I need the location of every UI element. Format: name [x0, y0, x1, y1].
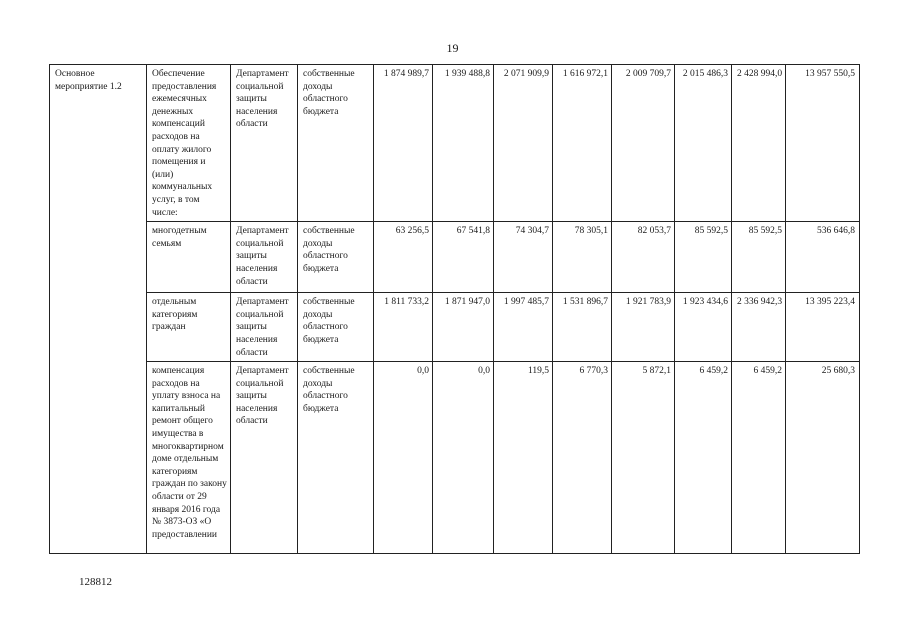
- value-cell: 78 305,1: [553, 222, 612, 293]
- funding-source-cell: собственные доходы областного бюджета: [298, 293, 374, 362]
- table-row: [50, 362, 860, 554]
- table-row: [50, 293, 860, 362]
- value-cell: 6 459,2: [675, 362, 732, 554]
- value-cell: 2 009 709,7: [612, 65, 675, 222]
- activity-name-cell: многодетным семьям: [147, 222, 231, 293]
- main-activity-cell: Основное мероприятие 1.2: [50, 65, 147, 554]
- budget-table: [49, 64, 860, 554]
- value-cell: 67 541,8: [433, 222, 494, 293]
- value-cell: 63 256,5: [374, 222, 433, 293]
- executor-cell: Департамент социальной защиты населения области: [231, 362, 298, 554]
- value-cell: 74 304,7: [494, 222, 553, 293]
- value-cell: 1 531 896,7: [553, 293, 612, 362]
- document-code: 128812: [79, 576, 112, 588]
- activity-name-cell: отдельным категориям граждан: [147, 293, 231, 362]
- value-cell: 82 053,7: [612, 222, 675, 293]
- funding-source-cell: собственные доходы областного бюджета: [298, 222, 374, 293]
- value-cell: 2 336 942,3: [732, 293, 786, 362]
- value-cell: 85 592,5: [732, 222, 786, 293]
- value-cell: 0,0: [374, 362, 433, 554]
- value-cell: 1 616 972,1: [553, 65, 612, 222]
- activity-name-cell: Обеспечение предоставления ежемесячных денежных компенсаций расходов на оплату жилого помещения и (или) коммунальных услуг, в том числе:: [147, 65, 231, 222]
- executor-cell: Департамент социальной защиты населения области: [231, 222, 298, 293]
- value-cell: 85 592,5: [675, 222, 732, 293]
- value-cell: 1 811 733,2: [374, 293, 433, 362]
- value-cell: 1 939 488,8: [433, 65, 494, 222]
- value-cell: 6 459,2: [732, 362, 786, 554]
- value-cell: 1 997 485,7: [494, 293, 553, 362]
- value-cell: 2 428 994,0: [732, 65, 786, 222]
- value-cell: 6 770,3: [553, 362, 612, 554]
- value-cell: 2 071 909,9: [494, 65, 553, 222]
- total-cell: 13 395 223,4: [786, 293, 860, 362]
- value-cell: 1 923 434,6: [675, 293, 732, 362]
- value-cell: 5 872,1: [612, 362, 675, 554]
- value-cell: 1 874 989,7: [374, 65, 433, 222]
- total-cell: 25 680,3: [786, 362, 860, 554]
- page-number: 19: [446, 41, 459, 55]
- executor-cell: Департамент социальной защиты населения области: [231, 293, 298, 362]
- executor-cell: Департамент социальной защиты населения области: [231, 65, 298, 222]
- value-cell: 2 015 486,3: [675, 65, 732, 222]
- value-cell: 1 921 783,9: [612, 293, 675, 362]
- value-cell: 0,0: [433, 362, 494, 554]
- value-cell: 1 871 947,0: [433, 293, 494, 362]
- value-cell: 119,5: [494, 362, 553, 554]
- total-cell: 13 957 550,5: [786, 65, 860, 222]
- table-row: [50, 222, 860, 293]
- funding-source-cell: собственные доходы областного бюджета: [298, 362, 374, 554]
- activity-name-cell: компенсация расходов на уплату взноса на капитальный ремонт общего имущества в многоквартирном доме отдельным категориям граждан по закону области от 29 января 2016 года № 3873-ОЗ «О предоставлении: [147, 362, 231, 554]
- total-cell: 536 646,8: [786, 222, 860, 293]
- table-row: [50, 65, 860, 222]
- funding-source-cell: собственные доходы областного бюджета: [298, 65, 374, 222]
